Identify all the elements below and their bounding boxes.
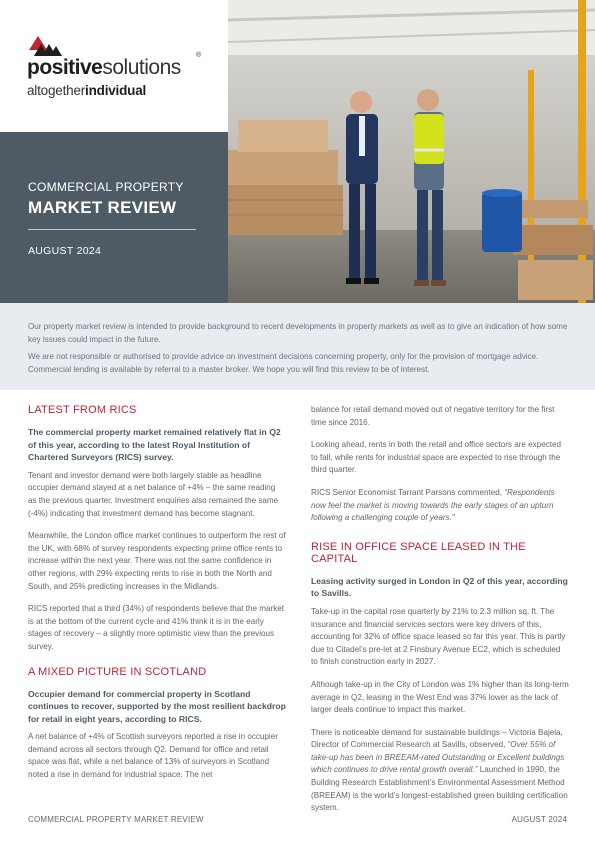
rics-paragraph-1: Tenant and investor demand were both largely stable as headline occupier demand stayed at a net balance of +4% – the same reading as the previous quarter. Investment enquiries also remained the same (-4%) indicating that investment demand has become stagnant. xyxy=(28,470,279,518)
brand-mark-icon xyxy=(28,36,62,56)
section-heading-scotland: A MIXED PICTURE IN SCOTLAND xyxy=(28,665,207,678)
intro-paragraph-1: Our property market review is intended to provide background to recent developments in property markets as well as to give an indication of how some key issues could impact in the future. xyxy=(28,322,568,344)
brand-name: positivesolutions xyxy=(27,56,181,79)
issue-date: AUGUST 2024 xyxy=(28,245,102,257)
scotland-paragraph-2: balance for retail demand moved out of negative territory for the first time since 2016. xyxy=(311,405,555,427)
intro-band xyxy=(0,303,595,390)
section-heading-office: RISE IN OFFICE SPACE LEASED IN THE CAPITAL xyxy=(311,540,526,565)
section-heading-rics: LATEST FROM RICS xyxy=(28,404,137,416)
brand-tagline: altogetherindividual xyxy=(27,83,147,98)
office-paragraph-2: Although take-up in the City of London was 1% higher than its long-term average in Q2, leasing in the West End was 37% lower as the lack of larger deals continue to impact this market. xyxy=(311,679,569,715)
title-line-2: MARKET REVIEW xyxy=(28,198,177,217)
title-line-1: COMMERCIAL PROPERTY xyxy=(28,180,184,194)
footer-title: COMMERCIAL PROPERTY MARKET REVIEW xyxy=(28,815,204,824)
title-divider xyxy=(28,229,196,230)
rics-lead: The commercial property market remained relatively flat in Q2 of this year, according to the latest Royal Institution of Chartered Surveyors (RICS) survey. xyxy=(28,427,281,463)
intro-paragraph-2: We are not responsible or authorised to provide advice on investment decisions concerning property, only for the provision of mortgage advice. Commercial lending is available by referral to a master broker. We hope you will find this review to be of interest. xyxy=(28,352,539,374)
scotland-paragraph-1: A net balance of +4% of Scottish surveyors reported a rise in occupier demand across all sectors through Q2. Demand for office and retail space was flat, while a net balance of 13% of surveyors in Scotland noted a rise in demand for industrial space. The net xyxy=(28,732,278,780)
scotland-paragraph-3: Looking ahead, rents in both the retail and office sectors are expected to fall, while rents for industrial space are expected to rise through the third quarter. xyxy=(311,440,562,475)
title-panel xyxy=(0,132,228,303)
footer-date: AUGUST 2024 xyxy=(511,815,567,824)
scotland-paragraph-4: RICS Senior Economist Tarrant Parsons commented, “Respondents now feel the market is moving towards the early stages of an upturn following a challenging couple of years.” xyxy=(311,487,555,523)
office-paragraph-1: Take-up in the capital rose quarterly by 21% to 2.3 million sq. ft. The insurance and financial services sectors were key drivers of this, accounting for 32% of office space leased so far this year. This is partly due to Citadel’s pre-let at 2 Finsbury Avenue EC2, which is scheduled to finish construction early in 2027. xyxy=(311,606,566,667)
logo-area xyxy=(0,0,228,132)
left-column xyxy=(28,404,286,792)
registered-mark: ® xyxy=(196,52,202,59)
scotland-lead: Occupier demand for commercial property in Scotland continues to recover, supported by the most resilient backdrop for retail in eight years, according to RICS. xyxy=(28,688,286,724)
rics-paragraph-2: Meanwhile, the London office market continues to outperform the rest of the UK, with 68% of survey respondents expecting prime office rents to increase within the next year. There was not the same confidence in other regions, with 29% expecting rents to rise in both the North and South, and 25% predicting increases in the Midlands. xyxy=(28,531,286,591)
warehouse-illustration xyxy=(228,0,595,303)
office-paragraph-3: There is noticeable demand for sustainable buildings – Victoria Bajela, Director of Commercial Research at Savills, observed, “Over 55% of take-up has been in BREEAM-rated Outstanding or Excellent buildings which continues to drive rental growth overall.” Launched in 1990, the Building Research Establishment’s Environmental Assessment Method (BREEAM) is the world’s longest-established green building certification system. xyxy=(311,727,568,813)
rics-paragraph-3: RICS reported that a third (34%) of respondents believe that the market is at the bottom of the current cycle and 41% think it is in the early stages of recovery – a slightly more optimistic view than the previous survey. xyxy=(28,604,284,651)
office-lead: Leasing activity surged in London in Q2 of this year, according to Savills. xyxy=(311,575,568,599)
hero-photo xyxy=(228,0,595,303)
right-column xyxy=(311,404,569,825)
